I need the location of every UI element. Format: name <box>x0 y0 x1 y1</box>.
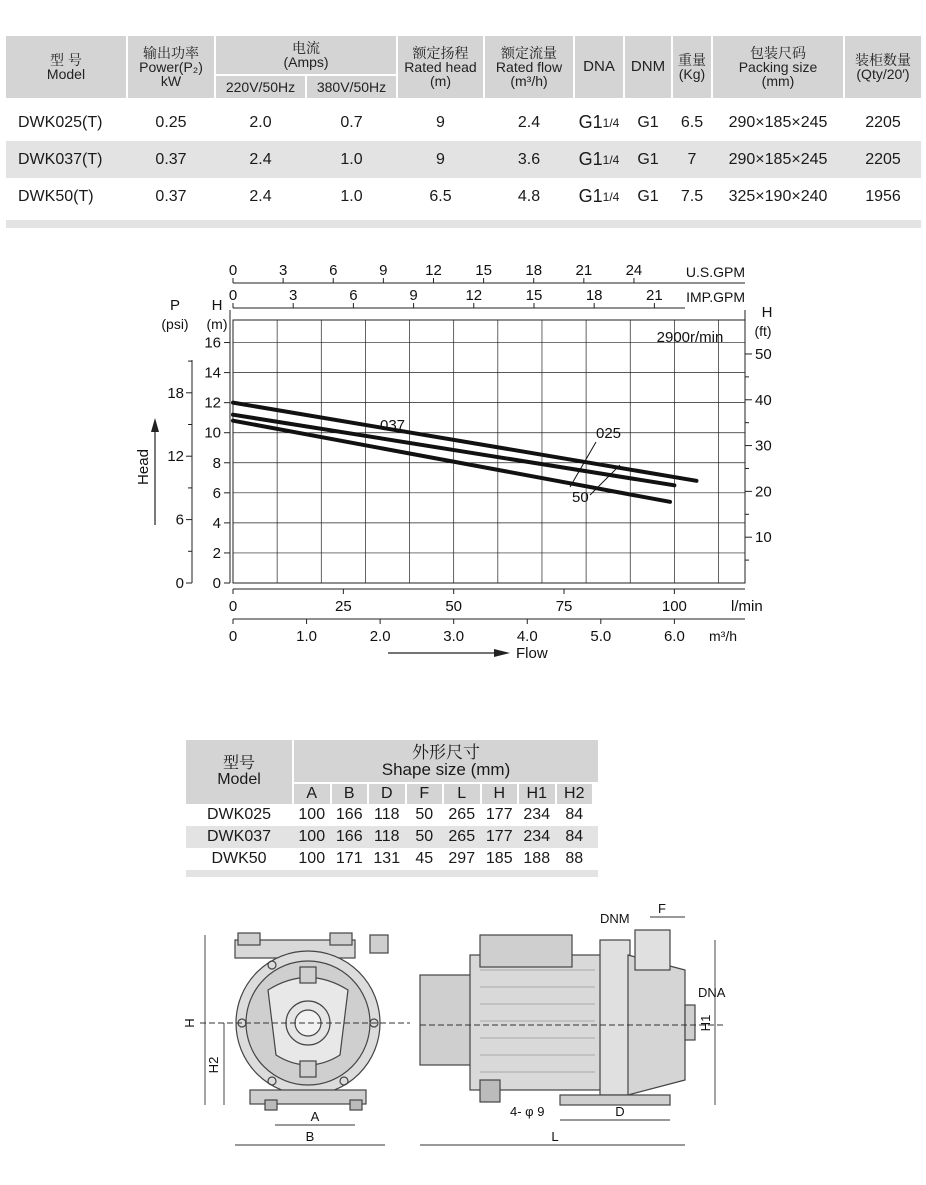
table-bottom-strip <box>6 220 921 228</box>
tick-label-usgpm: 0 <box>228 262 238 279</box>
header-weight <box>673 36 711 98</box>
shape-cell-f: 50 <box>415 828 434 845</box>
cell-amps-220: 2.4 <box>249 187 272 205</box>
header-head-en: Rated head <box>404 59 477 75</box>
axis-m-unit: (m) <box>206 316 228 332</box>
shape-bottom-strip <box>186 870 598 877</box>
spec-table <box>6 36 921 232</box>
flow-arrow-head <box>494 649 510 657</box>
shape-cell-a: 100 <box>298 850 326 867</box>
table-row <box>6 104 921 141</box>
shape-cell-a: 100 <box>298 806 326 823</box>
cell-weight: 7 <box>687 150 697 168</box>
flow-label: Flow <box>516 645 548 662</box>
tick-label-usgpm: 9 <box>379 262 388 279</box>
side-view <box>420 930 695 1105</box>
header-current-380 <box>307 76 396 98</box>
tick-label-m3h: 2.0 <box>369 628 391 645</box>
tick-label-impgpm: 6 <box>349 287 358 304</box>
shape-col-b: B <box>332 784 368 804</box>
cell-head: 9 <box>436 150 445 168</box>
cell-flow: 2.4 <box>517 113 541 131</box>
tick-label-lmin: 0 <box>228 598 238 615</box>
dna-frac: 1/4 <box>602 115 620 130</box>
shape-cell-h1: 234 <box>523 828 551 845</box>
label-DNM: DNM <box>600 911 630 926</box>
tick-label-m: 16 <box>204 334 221 352</box>
header-packing-en: Packing size <box>738 59 818 75</box>
cell-packing: 290×185×245 <box>728 150 828 168</box>
side-inlet <box>685 1005 695 1040</box>
tick-label-ft: 30 <box>755 437 772 455</box>
performance-chart <box>0 255 926 675</box>
shape-cell-d: 118 <box>373 828 400 845</box>
tick-label-m3h: 4.0 <box>516 628 538 645</box>
tick-label-lmin: 25 <box>335 598 352 615</box>
header-power-cn: 输出功率 <box>143 45 199 61</box>
dna-main: G1 <box>578 186 603 206</box>
tick-label-impgpm: 3 <box>289 287 298 304</box>
header-qty-cn: 装柜数量 <box>855 52 911 68</box>
shape-col-h2: H2 <box>557 784 593 804</box>
plot-frame <box>233 320 745 583</box>
header-flow-unit: (m³/h) <box>510 73 548 89</box>
tick-label-ft: 10 <box>755 529 772 547</box>
cell-model: DWK025(T) <box>18 113 103 131</box>
label-F: F <box>658 901 666 916</box>
cell-qty: 2205 <box>865 113 901 131</box>
curve-label-025: 025 <box>596 425 622 442</box>
shape-cell-model: DWK037 <box>206 828 272 845</box>
front-view <box>235 933 388 1110</box>
cell-dnm: G1 <box>637 150 659 168</box>
label-D: D <box>615 1104 625 1119</box>
axis-ft-label: H <box>761 304 773 321</box>
cell-dna <box>575 104 623 141</box>
chart-curves <box>233 403 696 502</box>
side-outlet <box>635 930 670 970</box>
cell-power: 0.37 <box>155 150 187 168</box>
tick-label-usgpm: 3 <box>278 262 288 279</box>
cell-amps-220: 2.0 <box>249 113 272 131</box>
header-model <box>6 36 126 98</box>
front-bottom-plug <box>300 1061 316 1077</box>
header-dna-label: DNA <box>583 58 615 75</box>
cell-dna <box>575 141 623 178</box>
side-flange <box>600 940 630 1095</box>
dna-frac: 1/4 <box>602 152 620 167</box>
label-L: L <box>551 1129 559 1144</box>
shape-cell-l: 297 <box>448 850 476 867</box>
cell-amps-380: 1.0 <box>340 150 363 168</box>
tick-label-ft: 50 <box>755 345 772 363</box>
axis-psi-label: P <box>169 297 181 314</box>
side-terminal-box <box>480 935 572 967</box>
label-H1: H1 <box>698 1014 713 1032</box>
shape-cell-h: 177 <box>485 828 513 845</box>
tick-label-m3h: 0 <box>228 628 238 645</box>
shape-cell-model: DWK025 <box>206 806 272 823</box>
header-dnm-label: DNM <box>630 58 666 75</box>
axis-ft-unit: (ft) <box>754 323 772 339</box>
tick-label-lmin: 50 <box>445 598 463 615</box>
shape-cell-model: DWK50 <box>211 850 267 867</box>
tick-label-usgpm: 15 <box>475 262 492 279</box>
axis-m3h-label: m³/h <box>709 628 737 644</box>
tick-label-impgpm: 0 <box>228 287 238 304</box>
shape-cell-b: 166 <box>335 828 363 845</box>
head-label: Head <box>135 449 152 485</box>
tick-label-m3h: 6.0 <box>663 628 685 645</box>
axis-m-label: H <box>211 297 223 314</box>
shape-col-f: F <box>407 784 443 804</box>
header-power-en: Power(P₂) <box>139 59 203 75</box>
tick-label-psi: 6 <box>175 511 184 529</box>
head-arrow-head <box>151 418 159 432</box>
axis-impgpm-label: IMP.GPM <box>686 289 745 305</box>
tick-label-psi: 0 <box>175 575 184 592</box>
front-bolt-left <box>238 933 260 945</box>
cell-model: DWK037(T) <box>18 150 103 168</box>
front-cable-gland <box>370 935 388 953</box>
tick-label-usgpm: 24 <box>625 262 643 279</box>
shape-cell-l: 265 <box>448 806 476 823</box>
table-row <box>6 141 921 178</box>
cell-head: 9 <box>436 113 445 131</box>
tick-label-psi: 18 <box>167 384 184 402</box>
tick-label-psi: 12 <box>167 448 184 466</box>
header-packing-unit: (mm) <box>761 73 795 89</box>
shape-cell-h: 185 <box>485 850 513 867</box>
header-flow-cn: 额定流量 <box>501 45 557 61</box>
header-packing <box>713 36 843 98</box>
cell-weight: 7.5 <box>680 187 704 205</box>
cell-flow: 4.8 <box>517 187 541 205</box>
tick-label-lmin: 100 <box>661 598 687 615</box>
cell-packing: 325×190×240 <box>728 187 828 205</box>
tick-label-m3h: 3.0 <box>443 628 465 645</box>
shape-cell-f: 50 <box>415 806 434 823</box>
shape-cell-f: 45 <box>415 850 434 867</box>
shape-model-cn: 型号 <box>222 755 255 772</box>
shape-model-en: Model <box>217 771 261 788</box>
header-qty-en: (Qty/20′) <box>856 66 910 82</box>
header-dna <box>575 36 623 98</box>
tick-label-impgpm: 12 <box>465 287 483 304</box>
table-row <box>186 826 598 848</box>
chart-grid <box>233 320 745 583</box>
tick-label-impgpm: 18 <box>585 287 603 304</box>
pump-dimension-drawing <box>180 895 740 1165</box>
header-dnm <box>625 36 671 98</box>
header-qty <box>845 36 921 98</box>
header-head-unit: (m) <box>430 73 451 89</box>
dna-main: G1 <box>578 149 603 169</box>
label-holes: 4- φ 9 <box>510 1104 545 1119</box>
label-A: A <box>310 1109 320 1124</box>
shape-col-d: D <box>369 784 405 804</box>
tick-label-m: 10 <box>204 424 221 442</box>
header-power-unit: kW <box>160 73 182 89</box>
side-motor <box>470 955 605 1090</box>
shape-header-model <box>186 740 292 804</box>
front-bolt-right <box>330 933 352 945</box>
cell-weight: 6.5 <box>680 113 704 131</box>
curve-label-50: 50 <box>572 489 589 506</box>
cell-dnm: G1 <box>637 187 659 205</box>
tick-label-usgpm: 6 <box>329 262 338 279</box>
curve-037 <box>233 403 696 481</box>
tick-label-usgpm: 21 <box>575 262 593 279</box>
shape-cell-d: 131 <box>373 850 401 867</box>
table-row <box>186 848 598 870</box>
shape-col-h: H <box>482 784 518 804</box>
tick-label-impgpm: 15 <box>525 287 543 304</box>
tick-label-m: 12 <box>204 394 221 412</box>
dna-frac: 1/4 <box>602 189 620 204</box>
header-flow <box>485 36 573 98</box>
shape-header-title <box>294 740 598 782</box>
front-foot-left <box>265 1100 277 1110</box>
dna-main: G1 <box>578 112 603 132</box>
cell-amps-220: 2.4 <box>249 150 272 168</box>
header-current-380-label: 380V/50Hz <box>316 79 387 95</box>
tick-label-m: 2 <box>212 544 221 562</box>
cell-model: DWK50(T) <box>18 187 94 205</box>
shape-col-h1: H1 <box>519 784 555 804</box>
cell-head: 6.5 <box>429 187 452 205</box>
tick-label-m3h: 5.0 <box>590 628 612 645</box>
header-current-cn: 电流 <box>292 40 320 56</box>
tick-label-impgpm: 21 <box>646 287 663 304</box>
tick-label-ft: 20 <box>755 483 772 501</box>
shape-cell-h2: 88 <box>565 850 584 867</box>
shape-col-l: L <box>444 784 480 804</box>
shape-cell-h2: 84 <box>565 806 584 823</box>
cell-amps-380: 1.0 <box>340 187 363 205</box>
cell-power: 0.37 <box>155 187 187 205</box>
front-foot-right <box>350 1100 362 1110</box>
header-power <box>128 36 214 98</box>
header-current-220-label: 220V/50Hz <box>225 79 296 95</box>
shape-cell-d: 118 <box>373 806 400 823</box>
header-head <box>398 36 483 98</box>
label-H: H <box>182 1018 197 1028</box>
cell-packing: 290×185×245 <box>728 113 828 131</box>
cell-qty: 2205 <box>865 150 901 168</box>
tick-label-m: 8 <box>212 454 221 472</box>
tick-label-m: 14 <box>204 364 221 382</box>
speed-label: 2900r/min <box>656 329 724 346</box>
header-model-cn: 型 号 <box>50 52 82 68</box>
header-packing-cn: 包装尺码 <box>750 45 806 61</box>
label-DNA: DNA <box>698 985 726 1000</box>
shape-cell-h1: 234 <box>523 806 551 823</box>
tick-label-ft: 40 <box>755 391 772 409</box>
header-weight-cn: 重量 <box>678 52 706 68</box>
cell-power: 0.25 <box>155 113 187 131</box>
table-row <box>6 178 921 215</box>
side-foot <box>480 1080 500 1102</box>
cell-amps-380: 0.7 <box>340 113 363 131</box>
shape-col-a: A <box>294 784 330 804</box>
header-model-en: Model <box>46 66 86 82</box>
cell-dnm: G1 <box>637 113 659 131</box>
header-current <box>216 36 396 74</box>
shape-cell-b: 166 <box>335 806 363 823</box>
tick-label-lmin: 75 <box>555 598 573 615</box>
axis-psi-unit: (psi) <box>161 316 189 332</box>
header-current-220 <box>216 76 305 98</box>
shape-size-table <box>186 740 598 878</box>
front-top-plug <box>300 967 316 983</box>
tick-label-usgpm: 12 <box>425 262 442 279</box>
tick-label-impgpm: 9 <box>409 287 418 304</box>
shape-title-en: Shape size (mm) <box>381 760 511 779</box>
tick-label-m3h: 1.0 <box>296 628 317 645</box>
shape-cell-b: 171 <box>335 850 363 867</box>
header-weight-unit: (Kg) <box>678 66 706 82</box>
tick-label-m: 0 <box>212 575 221 592</box>
label-B: B <box>305 1129 315 1144</box>
header-current-en: (Amps) <box>283 54 329 70</box>
shape-cell-h2: 84 <box>565 828 584 845</box>
tick-label-m: 6 <box>212 484 221 502</box>
shape-cell-h: 177 <box>485 806 513 823</box>
axis-usgpm-label: U.S.GPM <box>685 264 745 280</box>
shape-title-cn: 外形尺寸 <box>412 743 480 762</box>
header-flow-en: Rated flow <box>495 59 563 75</box>
curve-label-037: 037 <box>380 417 406 434</box>
tick-label-usgpm: 18 <box>525 262 543 279</box>
table-row <box>186 804 598 826</box>
axis-lmin-label: l/min <box>731 598 763 615</box>
header-head-cn: 额定扬程 <box>412 45 469 61</box>
shape-cell-h1: 188 <box>523 850 551 867</box>
shape-cell-l: 265 <box>448 828 476 845</box>
shape-cell-a: 100 <box>298 828 326 845</box>
cell-dna <box>575 178 623 215</box>
cell-flow: 3.6 <box>517 150 541 168</box>
label-H2: H2 <box>206 1056 221 1074</box>
cell-qty: 1956 <box>865 187 901 205</box>
tick-label-m: 4 <box>212 514 221 532</box>
